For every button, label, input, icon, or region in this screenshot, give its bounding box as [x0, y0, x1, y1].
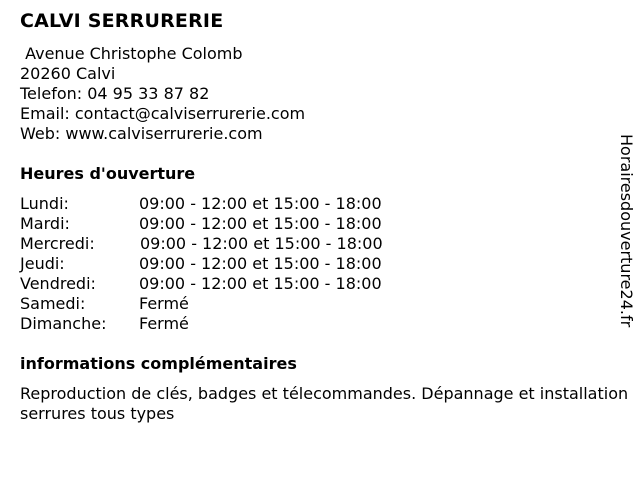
day-label: Jeudi: [20, 254, 65, 273]
time-value: 09:00 - 12:00 et 15:00 - 18:00 [140, 234, 383, 253]
day-label: Vendredi: [20, 274, 96, 293]
time-value: 09:00 - 12:00 et 15:00 - 18:00 [139, 214, 382, 233]
email-line: Email: contact@calviserrurerie.com [20, 104, 306, 123]
address-street: Avenue Christophe Colomb [20, 44, 243, 63]
phone-line: Telefon: 04 95 33 87 82 [20, 84, 210, 103]
web-line: Web: www.calviserrurerie.com [20, 124, 263, 143]
day-label: Dimanche: [20, 314, 107, 333]
contact-block [20, 44, 305, 144]
info-heading: informations complémentaires [20, 354, 297, 373]
day-label: Mercredi: [20, 234, 95, 253]
info-text: Reproduction de clés, badges et télecommandes. Dépannage et installation serrures tous types [20, 384, 629, 423]
site-watermark [610, 134, 638, 344]
time-value: Fermé [139, 314, 189, 333]
time-value: 09:00 - 12:00 et 15:00 - 18:00 [139, 254, 382, 273]
hours-heading: Heures d'ouverture [20, 164, 196, 183]
day-label: Samedi: [20, 294, 86, 313]
time-value: 09:00 - 12:00 et 15:00 - 18:00 [139, 194, 382, 213]
day-label: Mardi: [20, 214, 70, 233]
address-city: 20260 Calvi [20, 64, 116, 83]
time-value: Fermé [139, 294, 189, 313]
time-value: 09:00 - 12:00 et 15:00 - 18:00 [139, 274, 382, 293]
watermark-text: Horairesdouverture24.fr [617, 134, 636, 328]
business-name: CALVI SERRURERIE [20, 10, 224, 32]
day-label: Lundi: [20, 194, 69, 213]
